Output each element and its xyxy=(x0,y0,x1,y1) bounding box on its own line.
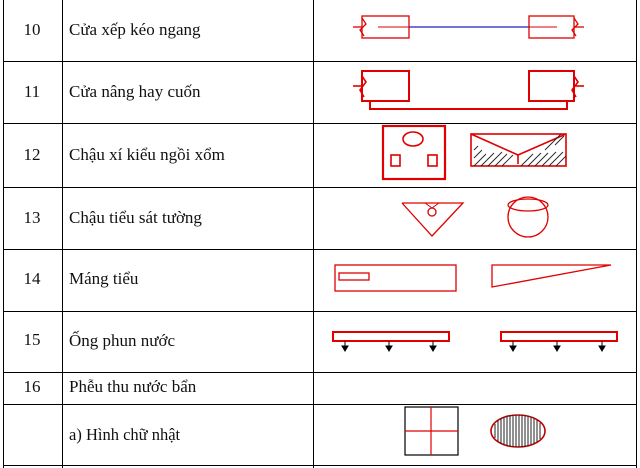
row-number: 14 xyxy=(23,269,41,288)
row-name: Ống phun nước xyxy=(69,331,176,350)
row-number: 10 xyxy=(23,20,41,39)
drain-grate-hatch xyxy=(495,415,540,447)
row-name: a) Hình chữ nhật xyxy=(69,425,181,444)
row-name: Phễu thu nước bẩn xyxy=(69,377,197,396)
row-name: Chậu tiểu sát tường xyxy=(69,208,202,227)
row-name: Máng tiểu xyxy=(69,269,139,288)
water-spray-pipe-symbol xyxy=(333,332,617,341)
urinal-trough-symbol xyxy=(335,265,611,291)
row-number: 15 xyxy=(23,330,41,349)
squat-toilet-section-hatch xyxy=(474,134,566,166)
row-name: Cửa nâng hay cuốn xyxy=(69,82,201,101)
sliding-folding-door-symbol xyxy=(353,16,584,38)
row-number: 13 xyxy=(23,208,41,227)
row-number: 12 xyxy=(23,145,41,164)
row-number: 16 xyxy=(23,377,41,396)
row-name: Chậu xí kiểu ngồi xổm xyxy=(69,145,225,164)
row-number: 11 xyxy=(23,82,41,101)
lift-rolling-door-symbol xyxy=(353,71,584,109)
row-name: Cửa xếp kéo ngang xyxy=(69,20,201,39)
squat-toilet-symbol xyxy=(383,126,566,179)
spray-nozzles xyxy=(342,341,605,351)
wall-urinal-symbol xyxy=(402,197,548,237)
rectangular-floor-drain-symbol xyxy=(405,407,545,455)
